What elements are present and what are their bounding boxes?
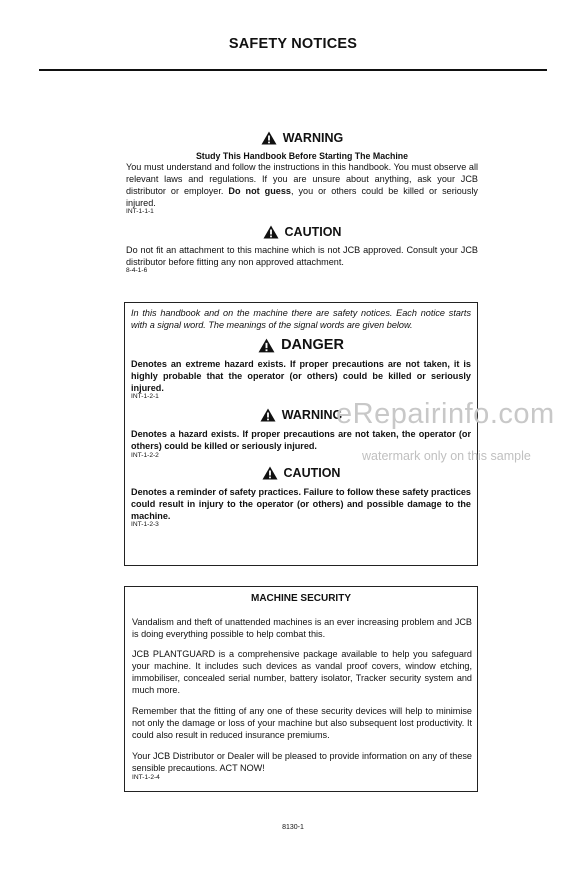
- watermark-brand: eRepairinfo.com: [336, 398, 555, 430]
- danger-triangle-icon: [258, 338, 275, 353]
- machine-security-heading: MACHINE SECURITY: [250, 593, 351, 604]
- box-caution-triangle-icon: [262, 466, 278, 480]
- warning-text: [126, 161, 478, 209]
- security-paragraph: Your JCB Distributor or Dealer will be pleased to provide information on any of these sensible precautions. ACT NOW!: [132, 751, 472, 773]
- caution-triangle-icon: [263, 225, 279, 239]
- danger-heading-label: DANGER: [281, 337, 344, 353]
- warning-text-bold: Do not guess: [228, 186, 291, 196]
- danger-text: Denotes an extreme hazard exists. If proper precautions are not taken, it is highly probable that the operator (or others) could be killed or seriously injured.: [131, 359, 471, 393]
- caution-heading-label: CAUTION: [284, 225, 342, 239]
- warning-triangle-icon: [261, 131, 277, 145]
- watermark-note: watermark only on this sample: [362, 449, 531, 463]
- warning-ref: INT-1-1-1: [126, 208, 154, 215]
- warning-text-part1: You must understand and follow the instructions in this handbook. You must observe all relevant laws and regulations. If you are unsure about anything, ask your JCB distributor or employer.: [126, 162, 478, 196]
- box-warning-ref: INT-1-2-2: [131, 452, 159, 459]
- caution-ref: 8-4-1-6: [126, 267, 148, 274]
- page-footer-code: 8130-1: [282, 824, 304, 831]
- security-paragraph: Vandalism and theft of unattended machines is an ever increasing problem and JCB is doing everything possible to help combat this.: [132, 617, 472, 639]
- machine-security-ref: INT-1-2-4: [132, 774, 160, 781]
- page-title: SAFETY NOTICES: [228, 36, 358, 52]
- warning-subheading: Study This Handbook Before Starting The Machine: [195, 151, 409, 161]
- danger-ref: INT-1-2-1: [131, 393, 159, 400]
- box-warning-text: Denotes a hazard exists. If proper precautions are not taken, the operator (or others) could be killed or seriously injured.: [131, 429, 471, 451]
- warning-text-part2: , you or others could be killed or seriously injured.: [126, 186, 478, 208]
- security-paragraph: Remember that the fitting of any one of these security devices will help to minimise not only the damage or loss of your machine but also subsequent lost productivity. It could also result in reduced insurance premiums.: [132, 706, 472, 740]
- danger-heading: [131, 337, 471, 353]
- box-warning-heading-label: WARNING: [281, 408, 343, 422]
- warning-heading: [126, 131, 478, 145]
- box-warning-triangle-icon: [260, 408, 276, 422]
- warning-heading-label: WARNING: [282, 131, 344, 145]
- box-caution-heading: [131, 466, 471, 480]
- title-divider: [39, 69, 547, 71]
- signal-words-intro: In this handbook and on the machine there are safety notices. Each notice starts with a signal word. The meanings of the signal words are given below.: [131, 308, 471, 330]
- box-caution-ref: INT-1-2-3: [131, 521, 159, 528]
- security-paragraph: JCB PLANTGUARD is a comprehensive package available to help you safeguard your machine. It includes such devices as vandal proof covers, window etching, immobiliser, concealed serial number, battery isolator, Tracker security system and much more.: [132, 649, 472, 695]
- caution-heading: [126, 225, 478, 239]
- box-caution-heading-label: CAUTION: [283, 466, 341, 480]
- box-caution-text: Denotes a reminder of safety practices. Failure to follow these safety practices could result in injury to the operator (or others) and possible damage to the machine.: [131, 487, 471, 521]
- caution-text: Do not fit an attachment to this machine which is not JCB approved. Consult your JCB distributor before fitting any non approved attachment.: [126, 245, 478, 267]
